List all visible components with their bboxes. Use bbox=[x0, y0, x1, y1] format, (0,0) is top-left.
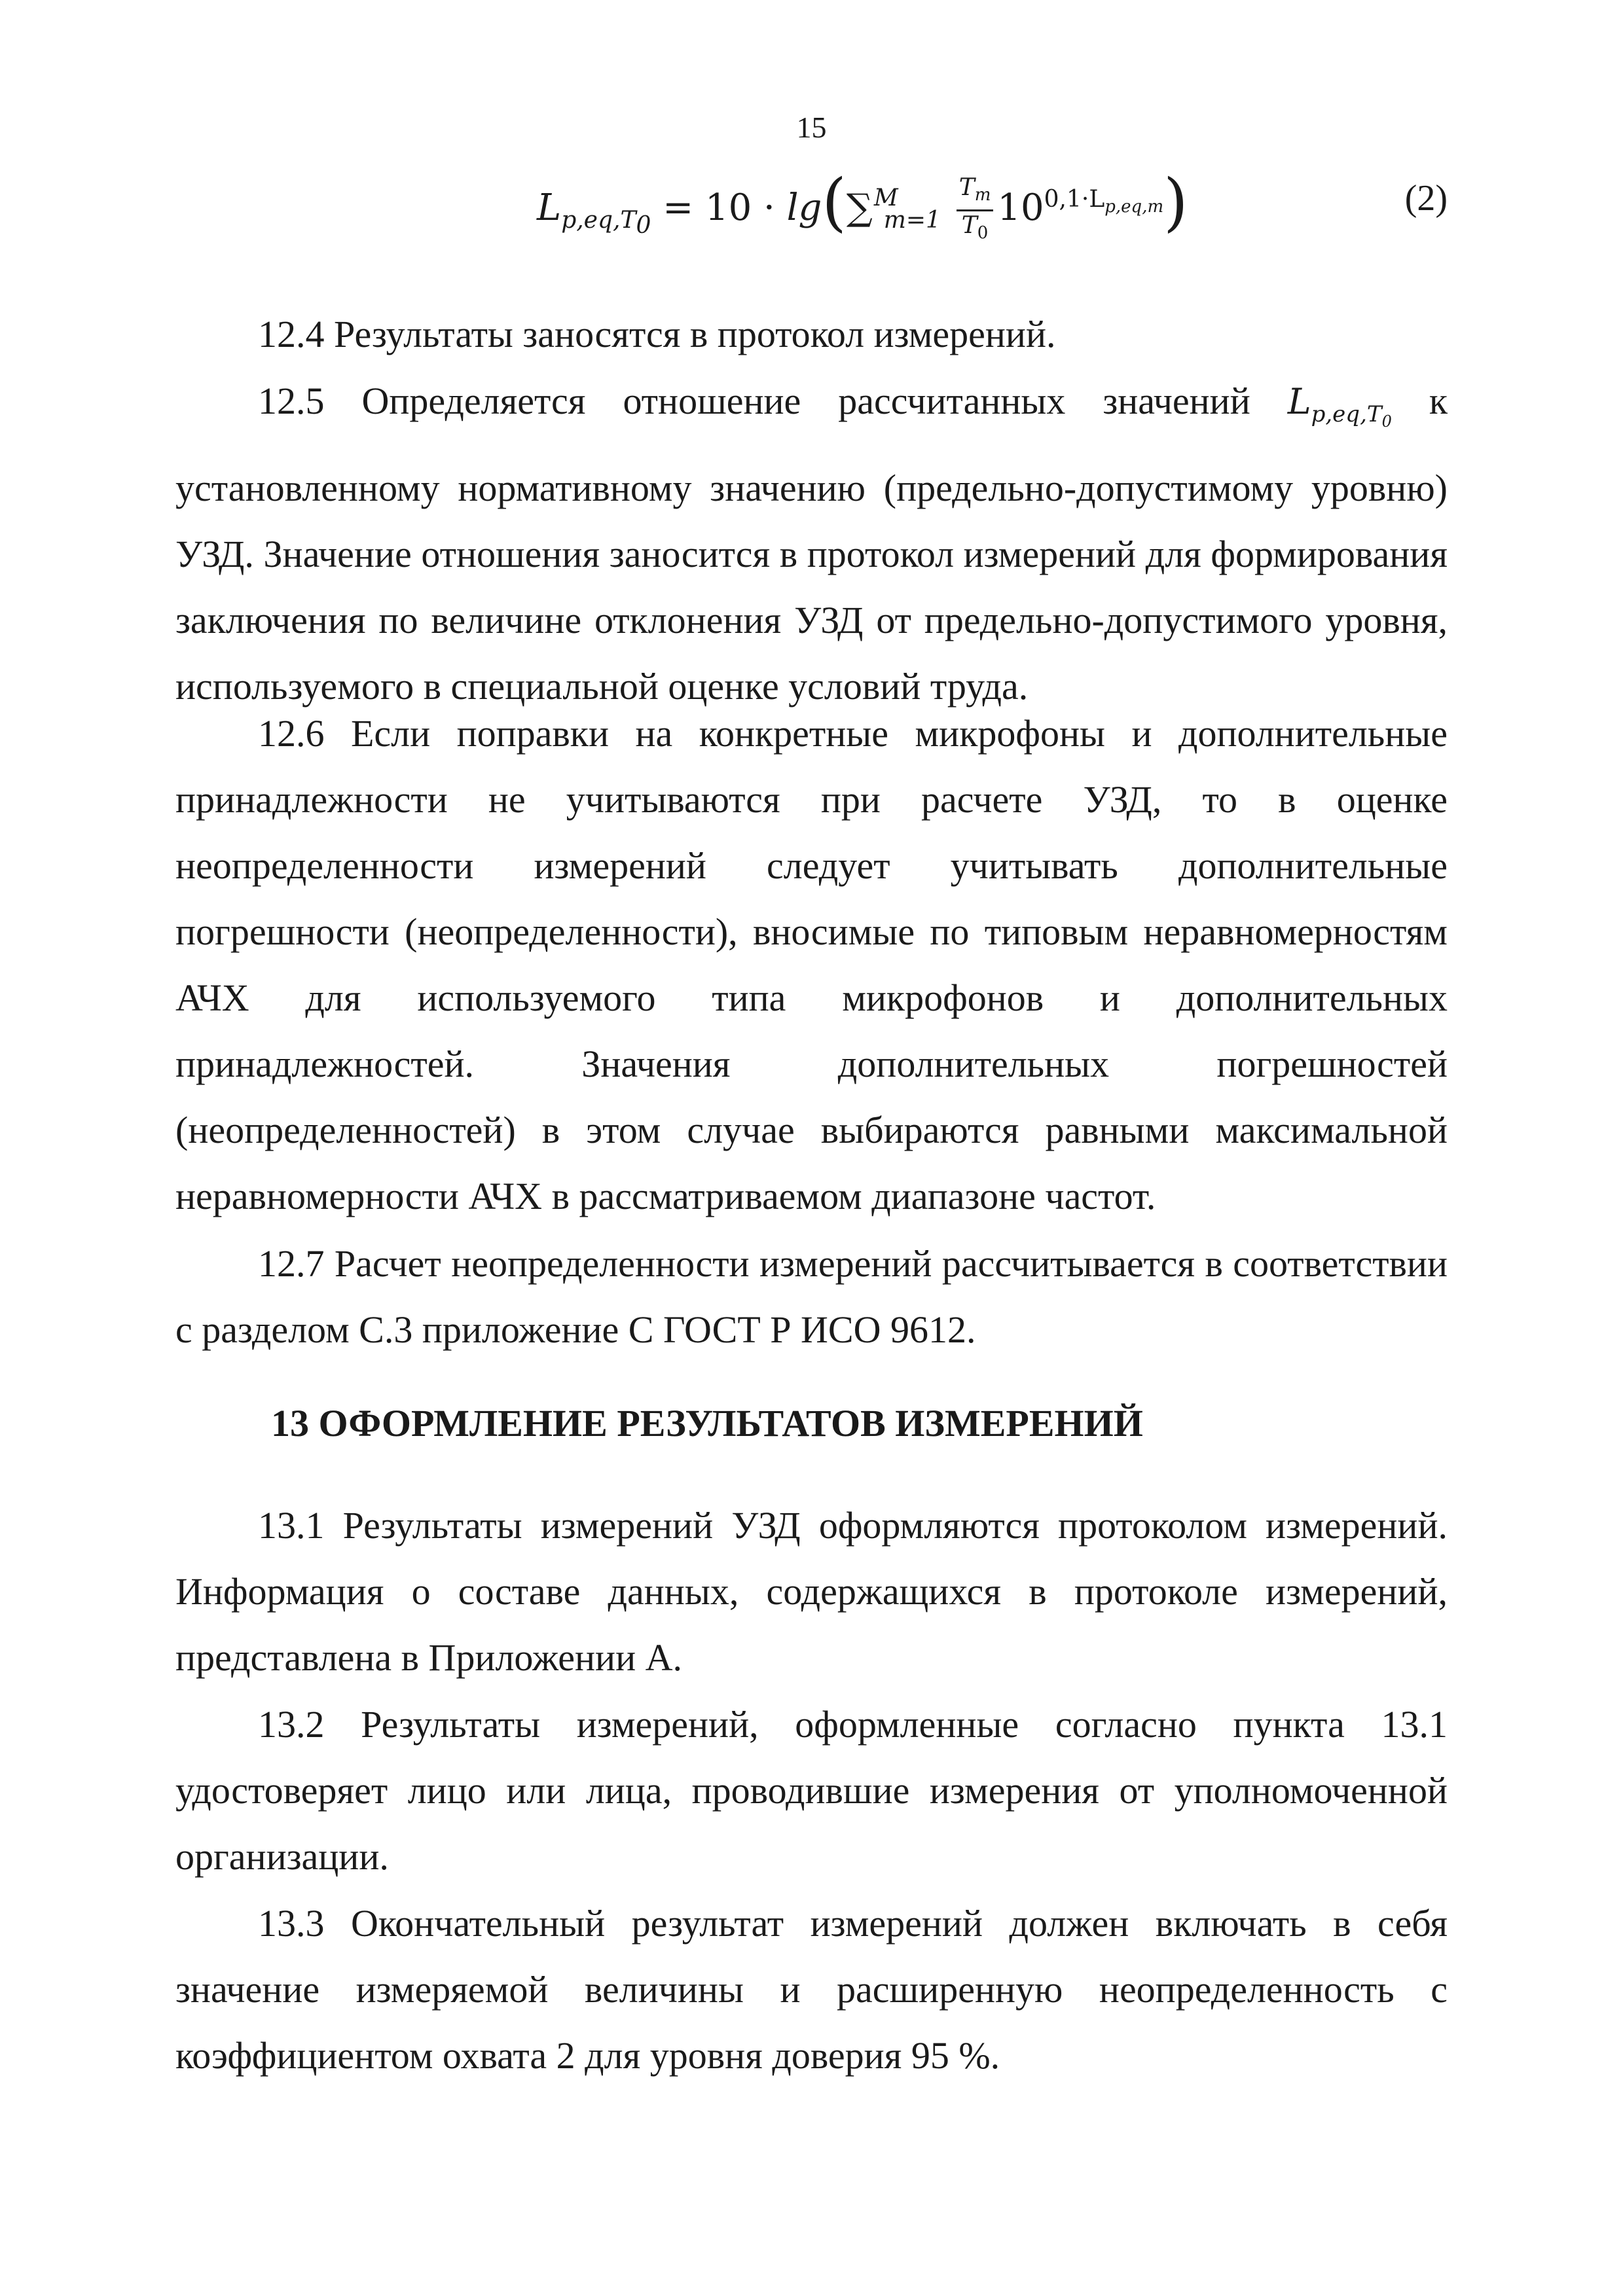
paragraph-12-6: 12.6 Если поправки на конкретные микрофоны и дополнительные принадлежности не учитываются при расчете УЗД, то в оценке неопределенности измерений следует учитывать дополнительные погрешности (неопределенности), вносимые по типовым неравномерностям АЧХ для используемого типа микрофонов и дополнительных принадлежностей. Значения дополнительных погрешностей (неопределенностей) в этом случае выбираются равными максимальной неравномерности АЧХ в рассматриваемом диапазоне частот. bbox=[175, 712, 1448, 1217]
formula-power-base: 10 bbox=[997, 187, 1044, 229]
formula-2 bbox=[0, 149, 1623, 247]
paragraph-12-5 bbox=[175, 368, 1448, 719]
formula-sum-lower: m=1 bbox=[883, 207, 941, 234]
paragraph-13-2: 13.2 Результаты измерений, оформленные согласно пункта 13.1 удостоверяет лицо или лица, проводившие измерения от уполномоченной организации. bbox=[175, 1703, 1448, 1878]
paragraph-12-5-start: 12.5 Определяется отношение рассчитанных значений bbox=[258, 380, 1288, 422]
formula-frac-denominator-sub: 0 bbox=[977, 223, 989, 243]
formula-lhs-sub: p,eq,T bbox=[561, 207, 636, 234]
formula-power-exponent: 0,1·L bbox=[1044, 186, 1105, 213]
formula-expression bbox=[537, 149, 1188, 247]
formula-lhs-subsub: 0 bbox=[636, 212, 651, 240]
formula-frac-denominator: T bbox=[961, 212, 977, 239]
formula-sum-upper: M bbox=[873, 185, 898, 211]
paragraph-12-5-end: к установленному нормативному значению (предельно-допустимому уровню) УЗД. Значение отношения заносится в протокол измерений для формирования заключения по величине отклонения УЗД от предельно-допустимого уровня, используемого в специальной оценке условий труда. bbox=[175, 380, 1448, 708]
formula-fraction bbox=[957, 173, 994, 247]
formula-equals: = bbox=[663, 187, 694, 229]
equation-number: (2) bbox=[1404, 178, 1448, 219]
formula-open-paren: ( bbox=[822, 166, 847, 239]
formula-frac-numerator: T bbox=[958, 173, 975, 201]
paragraph-12-4: 12.4 Результаты заносятся в протокол измерений. bbox=[258, 313, 1056, 355]
formula-frac-numerator-sub: m bbox=[974, 185, 991, 205]
paragraph-13-3: 13.3 Окончательный результат измерений должен включать в себя значение измеряемой величины и расширенную неопределенность с коэффициентом охвата 2 для уровня доверия 95 %. bbox=[175, 1902, 1448, 2077]
paragraph-13-1: 13.1 Результаты измерений УЗД оформляются протоколом измерений. Информация о составе данных, содержащихся в протоколе измерений, представлена в Приложении А. bbox=[175, 1504, 1448, 1679]
formula-function: lg bbox=[786, 187, 822, 229]
formula-lhs: L bbox=[537, 187, 562, 229]
paragraph-12-7: 12.7 Расчет неопределенности измерений рассчитывается в соответствии с разделом С.3 приложение С ГОСТ Р ИСО 9612. bbox=[175, 1242, 1448, 1351]
formula-power-exponent-sub: p,eq,m bbox=[1104, 197, 1164, 217]
section-heading-13: 13 ОФОРМЛЕНИЕ РЕЗУЛЬТАТОВ ИЗМЕРЕНИЙ bbox=[271, 1402, 1143, 1444]
formula-coefficient: 10 · bbox=[704, 187, 787, 229]
formula-close-paren: ) bbox=[1163, 166, 1188, 239]
inline-symbol-lpeqt0: $L_{p,eq,T_0}$ bbox=[1287, 381, 1392, 431]
formula-sum: ∑ bbox=[846, 187, 873, 229]
page-number: 15 bbox=[796, 111, 827, 144]
